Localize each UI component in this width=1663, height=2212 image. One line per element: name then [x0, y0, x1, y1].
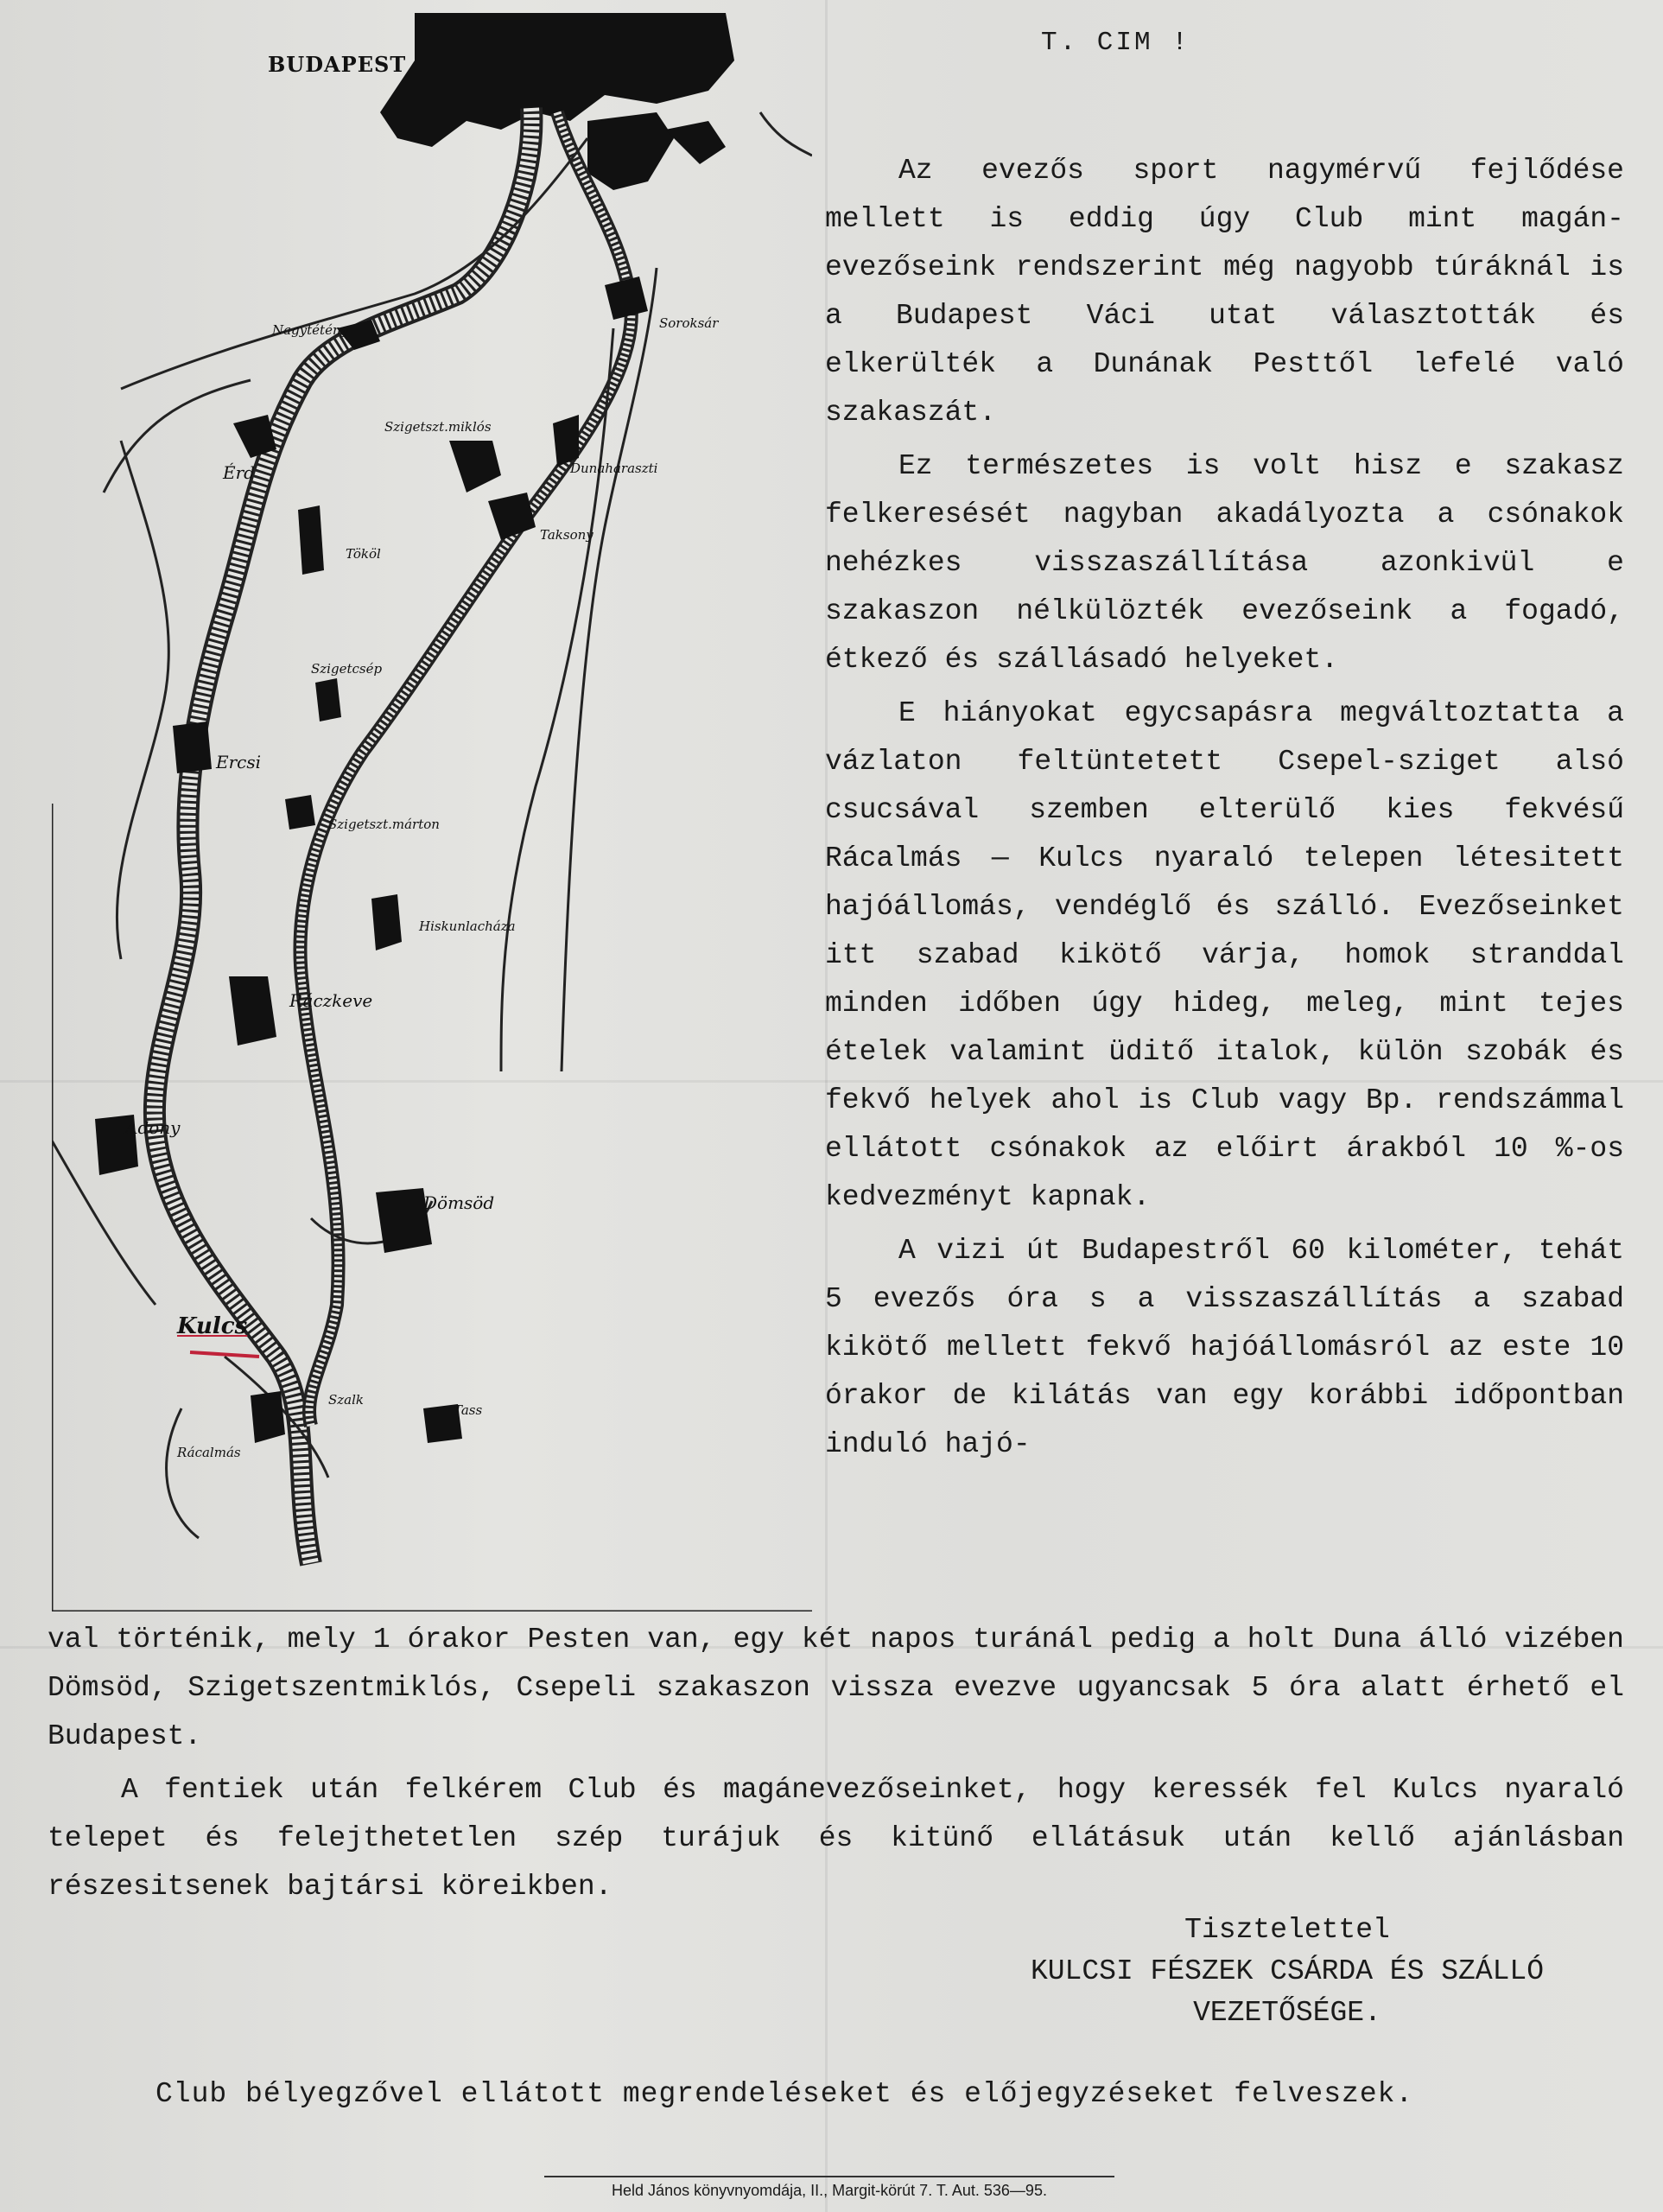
danube-map: [52, 9, 812, 1611]
paragraph-5: A fentiek után felkérem Club és magánevezőseinket, hogy keressék fel Kulcs nyaraló telepet és felejthetetlen szép turájuk és kitünő ellátásuk után kellő ajánlásban részesitsenek bajtársi köreikben.: [48, 1774, 1624, 1903]
place-label-r-czkeve: Ráczkeve: [289, 990, 373, 1011]
town-racalmas: [251, 1391, 285, 1443]
place-label-hiskunlach-za: Hiskunlacháza: [419, 918, 516, 934]
town-ercsi: [173, 721, 212, 773]
order-notice: Club bélyegzővel ellátott megrendeléseket és előjegyzéseket felveszek.: [156, 2078, 1414, 2110]
town-szigetszentmiklos: [449, 441, 501, 493]
letter-wide-text: [48, 1616, 1624, 1911]
paragraph-4: A vizi út Budapestről 60 kilométer, tehát 5 evezős óra s a visszaszállítás a szabad kikötő mellett fekvő hajóállomásról az este 10 órakor de kilátás van egy korábbi időpontban induló hajó-: [825, 1235, 1624, 1460]
town-szigetszentmarton: [285, 795, 315, 830]
place-label-ercsi: Ercsi: [216, 752, 262, 772]
signature-line-2: VEZETŐSÉGE.: [1193, 1997, 1381, 2029]
place-label-t-k-l: Tököl: [346, 546, 381, 562]
printer-rule: [544, 2176, 1114, 2177]
map-drawing: [52, 9, 812, 1611]
place-label-dunaharaszti: Dunaharaszti: [570, 461, 658, 476]
rackeve-danube-outline: [301, 112, 632, 1426]
town-soroksar: [605, 276, 648, 320]
road-adony: [167, 1408, 199, 1538]
place-label--rd: Érd: [223, 462, 255, 483]
place-label-kulcs: Kulcs: [177, 1313, 248, 1339]
place-label-r-calm-s: Rácalmás: [177, 1445, 241, 1460]
pest-district-area-2: [665, 121, 726, 164]
paragraph-3: E hiányokat egycsapásra megváltoztatta a vázlaton feltüntetett Csepel-sziget alsó csucsával szemben elterülő kies fekvésű Rácalmás — Kulcs nyaraló telepen létesitett hajóállomás, vendéglő és szálló. Evezőseinket itt szabad kikötő várja, homok stranddal minden időben úgy hideg, meleg, mint tejes ételek valamint üditő italok, külön szobák és fekvő helyek ahol is Club vagy Bp. rendszámmal ellátott csónakok az előirt árakból 10 %-os kedvezményt kapnak.: [825, 697, 1624, 1213]
town-erd: [233, 415, 276, 458]
place-label-adony: Adony: [125, 1117, 181, 1138]
place-label-szalk: Szalk: [328, 1392, 365, 1408]
kulcs-red-underline: [190, 1352, 259, 1357]
road-northeast: [760, 112, 812, 156]
greeting: T. CIM !: [1041, 28, 1190, 58]
signature-block: [950, 1910, 1624, 2034]
town-szigetcsep: [315, 678, 341, 721]
place-label-tass: Tass: [454, 1402, 483, 1418]
place-label-soroks-r: Soroksár: [659, 315, 719, 331]
town-tokol: [298, 505, 324, 575]
town-dunaharaszti: [553, 415, 579, 467]
place-label-budapest: BUDAPEST: [268, 52, 407, 77]
place-label-d-ms-d: Dömsöd: [423, 1192, 495, 1213]
town-kiskunlachaza: [371, 894, 402, 950]
town-rackeve: [229, 976, 276, 1046]
place-label-taksony: Taksony: [540, 527, 593, 543]
place-label-szigetszt-m-rton: Szigetszt.márton: [328, 817, 440, 832]
place-label-nagyt-t-ny: Nagytétény: [272, 322, 349, 338]
pest-district-area: [587, 112, 674, 190]
printer-imprint: Held János könyvnyomdája, II., Margit-körút 7. T. Aut. 536—95.: [612, 2182, 1047, 2199]
place-label-szigetszt-mikl-s: Szigetszt.miklós: [384, 419, 492, 435]
paragraph-4-continuation: val történik, mely 1 órakor Pesten van, egy két napos turánál pedig a holt Duna álló vizében Dömsöd, Szigetszentmiklós, Csepeli szakaszon vissza evezve ugyancsak 5 óra alatt érhető el Budapest.: [48, 1624, 1624, 1752]
closing: Tisztelettel: [1184, 1914, 1390, 1946]
town-taksony: [488, 493, 536, 540]
place-label-szigetcs-p: Szigetcsép: [311, 661, 383, 677]
paragraph-2: Ez természetes is volt hisz e szakasz felkeresését nagyban akadályozta a csónakok nehézkes visszaszállítása azonkivül e szakaszon nélkülözték evezőseink a fogadó, étkező és szállásadó helyeket.: [825, 450, 1624, 676]
paragraph-1: Az evezős sport nagymérvű fejlődése mellett is eddig úgy Club mint magán-evezőseink rendszerint még nagyobb túráknál is a Budapest Váci utat választották és elkerülték a Dunának Pesttől lefelé való szakaszát.: [825, 155, 1624, 429]
letter-column-text: [825, 147, 1624, 1469]
signature-line-1: KULCSI FÉSZEK CSÁRDA ÉS SZÁLLÓ: [1030, 1955, 1545, 1987]
road-line-west: [117, 441, 168, 959]
